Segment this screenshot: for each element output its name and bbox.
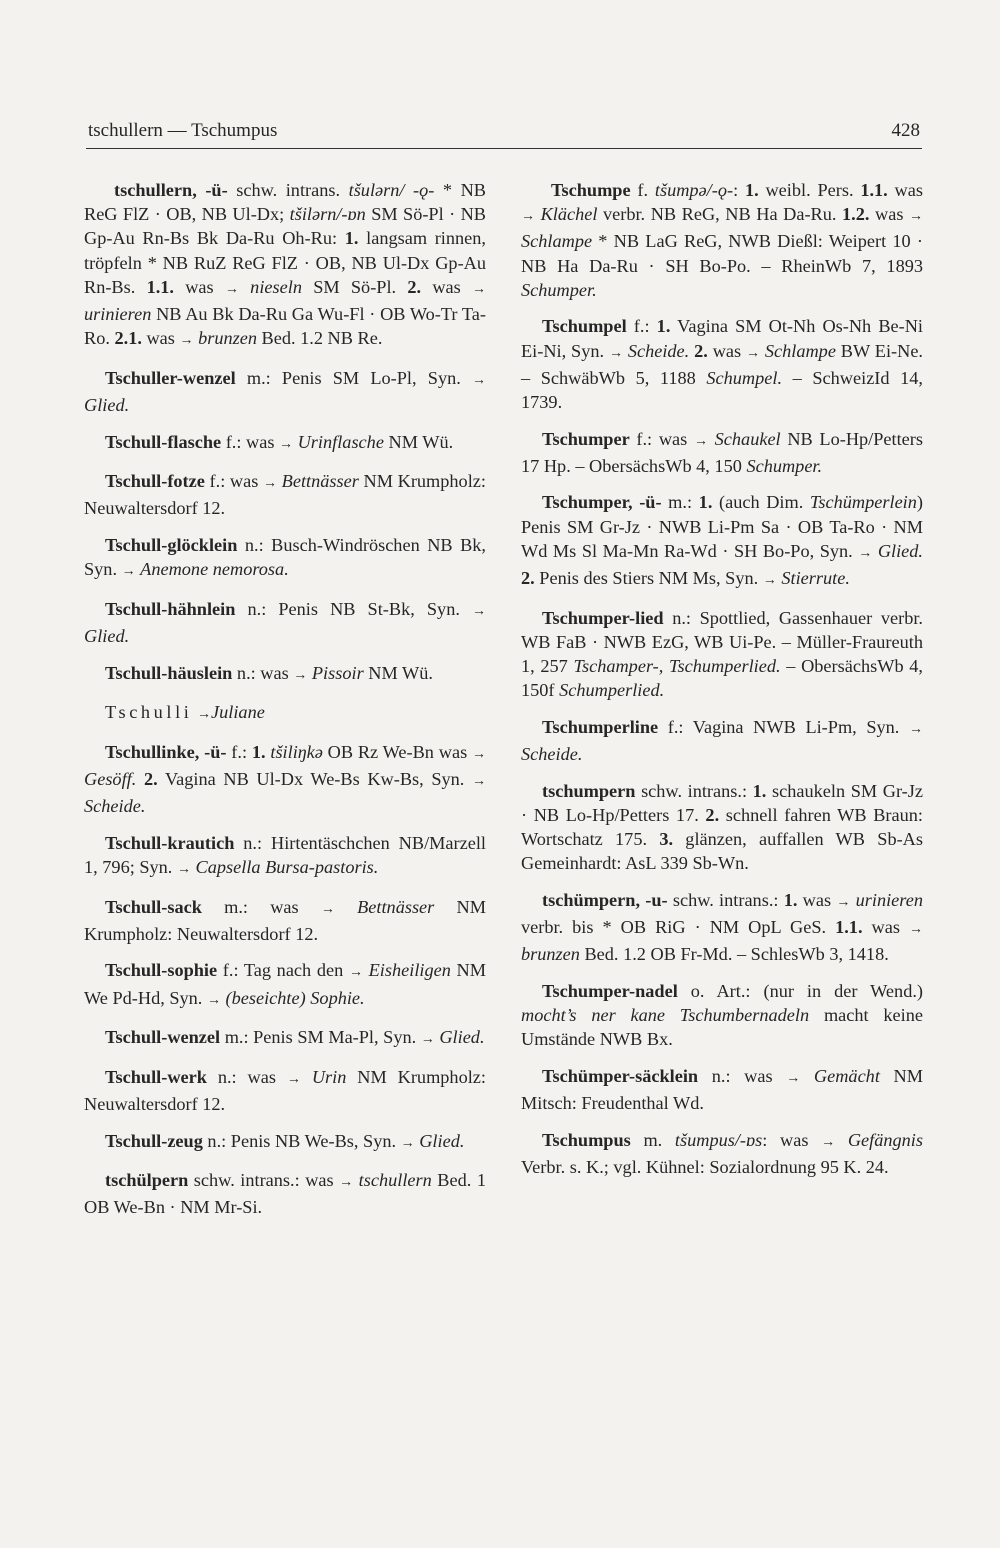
spaced-headword: Tschulli	[105, 702, 193, 723]
entry-text: was	[173, 276, 225, 297]
italic-text: Pissoir	[311, 662, 364, 683]
entry-text: Verbr. s. K.; vgl. Kühnel: Sozialordnung 95 K. 24.	[521, 1156, 889, 1177]
entry-text: m.:	[661, 492, 699, 513]
arrow-icon: →	[472, 281, 487, 297]
dictionary-entry	[521, 715, 923, 766]
entry-text: was	[707, 340, 746, 361]
entry-text: was	[887, 180, 923, 200]
italic-text: tšulərn/ -ǫ-	[348, 180, 435, 200]
entry-text: was	[141, 328, 180, 349]
headword: Tschull-häuslein	[105, 662, 233, 683]
italic-text: Tschamper-, Tschumperlied.	[573, 656, 781, 677]
entry-text: :	[733, 180, 745, 200]
headword: Tschumperline	[542, 716, 659, 737]
entry-text: (auch Dim.	[712, 492, 810, 513]
headword: Tschull-wenzel	[105, 1027, 221, 1048]
entry-text: NM Krumpholz: Neuwaltersdorf 12.	[84, 896, 486, 944]
headword: Tschull-werk	[105, 1066, 207, 1087]
entry-text: m.: Penis SM Lo-Pl, Syn.	[235, 367, 472, 388]
dictionary-entry	[84, 597, 486, 648]
entry-text	[136, 769, 144, 789]
italic-text: Schumperlied.	[559, 680, 665, 701]
headword: 1.1.	[835, 917, 863, 938]
italic-text: Schlampe	[521, 231, 593, 252]
headword: Tschull-fotze	[105, 471, 205, 492]
italic-text: brunzen	[198, 328, 257, 349]
arrow-icon: →	[197, 707, 212, 723]
italic-text: Gemächt	[813, 1065, 880, 1086]
entry-text	[301, 1067, 312, 1087]
entry-text: Bed. 1.2 NB Re.	[256, 328, 383, 349]
entry-text: m.: Penis SM Ma-Pl, Syn.	[220, 1027, 421, 1048]
italic-text: tšumpus/-ɒs	[674, 1129, 763, 1150]
header-rule	[86, 148, 922, 149]
entry-text: NM Wü.	[363, 662, 433, 683]
entry-text	[835, 1130, 848, 1150]
headword: Tschull-hähnlein	[105, 598, 236, 619]
entry-text: schw. intrans.	[227, 180, 349, 200]
entry-text: f.: was	[204, 471, 264, 492]
italic-text: tšumpə/-ǫ-	[654, 180, 734, 200]
dictionary-entry	[521, 1064, 923, 1115]
headword: 2.1.	[114, 328, 142, 349]
entry-text: f.: Vagina NWB Li-Pm, Syn.	[658, 716, 909, 737]
entry-text: was	[421, 276, 473, 297]
italic-text: Glied.	[877, 540, 923, 561]
italic-text: brunzen	[521, 944, 580, 965]
entry-text: m.	[630, 1129, 675, 1150]
arrow-icon: →	[521, 209, 535, 225]
italic-text: Anemone nemorosa.	[140, 559, 289, 580]
headword: 1.	[656, 316, 671, 337]
entry-text: was	[862, 917, 909, 938]
left-column	[84, 178, 486, 1232]
italic-text: nieseln	[250, 276, 302, 297]
entry-text: weibl. Pers.	[758, 180, 861, 200]
italic-text: Bettnässer	[281, 471, 359, 492]
entry-text: NM We Pd-Hd, Syn.	[84, 960, 487, 1008]
headword: Tschumpe	[551, 180, 631, 200]
italic-text: Juliane	[211, 702, 265, 723]
arrow-icon: →	[821, 1134, 836, 1150]
arrow-icon: →	[909, 922, 923, 938]
headword: Tschumpel	[542, 316, 627, 337]
entry-text: f.: was	[221, 431, 280, 452]
arrow-icon: →	[909, 721, 923, 737]
headword: Tschumper-nadel	[542, 980, 678, 1001]
headword: 2.	[521, 568, 535, 589]
entry-text: glänzen, auffallen WB Sb-As Gemeinhardt: AsL 339 Sb-Wn.	[521, 829, 923, 874]
italic-text: Tschümperlein	[809, 492, 917, 513]
dictionary-entry	[521, 490, 923, 593]
italic-text: urinieren	[84, 304, 152, 325]
entry-text: f.	[630, 180, 655, 200]
headword: Tschull-zeug	[105, 1130, 203, 1151]
entry-text: Bed. 1.2 OB Fr-Md. – SchlesWb 3, 1418.	[579, 944, 889, 965]
dictionary-entry	[84, 430, 486, 457]
dictionary-entry	[84, 1168, 486, 1219]
italic-text: Scheide.	[627, 340, 690, 361]
entry-text: f.: was	[629, 428, 694, 449]
entry-text: n.: was	[232, 662, 294, 683]
headword: 2.	[143, 768, 158, 789]
entry-text: n.: was	[206, 1066, 287, 1087]
entry-text: ) Penis SM Gr-Jz · NWB Li-Pm Sa · OB Ta-Ro · NM Wd Ms Sl Ma-Mn Ra-Wd · SH Bo-Po, Syn.	[521, 492, 923, 561]
entry-text: f.:	[226, 741, 252, 762]
italic-text: Capsella Bursa-pastoris.	[195, 856, 379, 877]
italic-text: Schumper.	[746, 455, 823, 476]
entry-text: NB Au Bk Da-Ru Ga Wu-Fl · OB Wo-Tr Ta-Ro.	[84, 304, 486, 349]
dictionary-entry	[84, 661, 486, 688]
entry-text	[335, 897, 357, 917]
italic-text: Kläche‍l	[540, 204, 598, 225]
dictionary-entry	[84, 831, 486, 882]
entry-text: n.: was	[698, 1065, 787, 1086]
italic-text: Glied.	[439, 1027, 485, 1048]
italic-text: Glied.	[419, 1130, 465, 1151]
headword: tschullern, -ü-	[114, 180, 228, 200]
arrow-icon: →	[836, 894, 851, 910]
headword: Tschull-flasche	[105, 431, 222, 452]
dictionary-entry	[84, 1025, 486, 1052]
running-head-title: tschullern — Tschumpus	[88, 120, 278, 141]
arrow-icon: →	[762, 573, 777, 589]
entry-text: SM Sö-Pl.	[301, 276, 408, 297]
dictionary-entry	[84, 700, 486, 727]
dictionary-entry	[84, 178, 486, 353]
italic-text: Schumper.	[521, 279, 597, 300]
headword: Tschuller-wenzel	[105, 367, 236, 388]
entry-text: NM Wü.	[383, 431, 454, 452]
italic-text: tschullern	[358, 1170, 432, 1191]
entry-text: langsam rinnen, tröpfeln * NB RuZ ReG FlZ · OB, NB Ul-Dx Gp-Au Rn-Bs.	[84, 228, 486, 297]
entry-text: OB Rz We-Bn was	[322, 741, 472, 762]
entry-text: schw. intrans.:	[635, 780, 753, 801]
headword: 1.	[752, 780, 767, 801]
entry-text: schw. intrans.:	[667, 889, 784, 910]
entry-text: NM Krumpholz: Neuwaltersdorf 12.	[84, 1066, 486, 1114]
dictionary-entry	[84, 958, 486, 1012]
entry-text: * NB LaG ReG, NWB Dießl: Weipert 10 · NB Ha Da-Ru · SH Bo-Po. – RheinWb 7, 1893	[521, 231, 923, 276]
entry-text: n.: Hirtentäschchen NB/Marzell 1, 796; Syn.	[84, 832, 486, 877]
italic-text: Gesöff.	[84, 768, 137, 789]
italic-text: Urin	[311, 1066, 347, 1087]
arrow-icon: →	[293, 667, 308, 683]
entry-text: n.: Spottlied, Gassenhauer verbr. WB FaB · NWB EzG, WB Ui-Pe. – Müller-Fraureuth 1, 257	[521, 607, 923, 677]
entry-text: n.: Penis NB St-Bk, Syn.	[235, 598, 472, 619]
arrow-icon: →	[745, 345, 760, 361]
headword: tschumpern	[542, 780, 636, 801]
arrow-icon: →	[286, 1071, 301, 1087]
headword: 1.	[344, 228, 359, 249]
arrow-icon: →	[608, 345, 623, 361]
entry-text: Bed. 1 OB We-Bn · NM Mr-Si.	[84, 1170, 486, 1218]
entry-text: f.:	[626, 316, 657, 337]
entry-text: was	[869, 204, 909, 225]
dictionary-entry	[84, 895, 486, 946]
entry-text: NM Mitsch: Freudenthal Wd.	[521, 1065, 924, 1114]
entry-text: : was	[762, 1129, 822, 1150]
arrow-icon: →	[420, 1032, 435, 1048]
entry-text: macht keine Umstände NWB Bx.	[521, 1005, 923, 1050]
italic-text: Schlampe	[764, 340, 836, 361]
dictionary-entry	[521, 178, 923, 302]
arrow-icon: →	[472, 746, 486, 762]
headword: Tschull-sack	[105, 896, 202, 917]
headword: 1.2.	[842, 204, 870, 225]
arrow-icon: →	[224, 281, 239, 297]
italic-text: (beseichte) Sophie.	[225, 987, 365, 1008]
entry-text: – ObersächsWb 4, 150f	[521, 656, 923, 701]
entry-text: NM Krumpholz: Neuwaltersdorf 12.	[84, 471, 486, 519]
italic-text: Eisheiligen	[368, 960, 451, 981]
dictionary-entry	[84, 740, 486, 819]
headword: Tschumper, -ü-	[542, 492, 662, 513]
arrow-icon: →	[206, 992, 221, 1008]
headword: 1.	[698, 492, 713, 513]
entry-text: Vagina NB Ul-Dx We-Bs Kw-Bs, Syn.	[157, 768, 472, 789]
italic-text: Scheide.	[84, 796, 146, 817]
arrow-icon: →	[348, 965, 363, 981]
entry-text: – SchweizId 14, 1739.	[521, 367, 923, 413]
entry-text: schnell fahren WB Braun: Wortschatz 175.	[521, 804, 923, 850]
arrow-icon: →	[339, 1175, 354, 1191]
arrow-icon: →	[179, 333, 194, 349]
entry-text: verbr. bis * OB RiG · NM OpL GeS.	[521, 917, 836, 938]
entry-text: was	[797, 889, 837, 910]
arrow-icon: →	[786, 1070, 801, 1086]
italic-text: Schumpel.	[706, 367, 783, 388]
headword: Tschumper-lied	[542, 607, 664, 628]
italic-text: mocht’s ner kane Tschumbernadeln	[521, 1005, 810, 1026]
right-column	[521, 178, 923, 1191]
italic-text: Glied.	[84, 626, 130, 646]
dictionary-entry	[84, 1065, 486, 1116]
italic-text: Urinflasche	[297, 431, 384, 452]
dictionary-entry	[84, 469, 486, 520]
headword: 2.	[694, 340, 708, 361]
dictionary-entry	[521, 314, 923, 414]
headword: Tschümper-säcklein	[542, 1065, 699, 1086]
italic-text: Gefängnis	[847, 1129, 923, 1150]
italic-text: Stierrute.	[781, 568, 850, 589]
italic-text: urinieren	[855, 889, 923, 910]
entry-text: BW Ei-Ne. – SchwäbWb 5, 1188	[521, 340, 923, 388]
italic-text: tšiliŋkə	[270, 741, 323, 762]
headword: Tschumpus	[542, 1129, 631, 1150]
arrow-icon: →	[320, 901, 335, 917]
arrow-icon: →	[176, 861, 191, 877]
entry-text	[800, 1066, 814, 1086]
headword: 1.	[251, 741, 266, 762]
headword: Tschullinke, -ü-	[105, 741, 227, 762]
headword: Tschull-glöcklein	[105, 535, 238, 555]
headword: 2.	[407, 276, 422, 297]
headword: 1.	[783, 889, 798, 910]
entry-text: * NB ReG FlZ · OB, NB Ul-Dx;	[84, 180, 486, 225]
dictionary-entry	[521, 606, 923, 703]
running-header	[82, 118, 922, 148]
dictionary-entry	[521, 427, 923, 478]
entry-text: verbr. NB ReG, NB Ha Da-Ru.	[597, 204, 843, 225]
italic-text: Glied.	[84, 395, 130, 416]
arrow-icon: →	[693, 433, 708, 449]
arrow-icon: →	[400, 1135, 415, 1151]
entry-text: SM Sö-Pl · NB Gp-Au Rn-Bs Bk Da-Ru Oh-Ru:	[84, 204, 486, 249]
headword: 2.	[705, 804, 720, 825]
entry-text: schw. intrans.: was	[188, 1170, 340, 1191]
dictionary-entry	[84, 1129, 486, 1156]
dictionary-entry	[84, 533, 486, 584]
headword: tschülpern	[105, 1170, 189, 1191]
headword: Tschull-sophie	[105, 960, 218, 981]
headword: 3.	[659, 829, 674, 850]
entry-text	[708, 429, 715, 449]
entry-text: Penis des Stiers NM Ms, Syn.	[534, 568, 763, 589]
arrow-icon: →	[472, 603, 486, 619]
italic-text: tšilərn/-ɒn	[289, 204, 366, 225]
dictionary-entry	[521, 888, 923, 967]
arrow-icon: →	[858, 545, 873, 561]
page-number: 428	[891, 120, 920, 141]
arrow-icon: →	[263, 476, 278, 492]
arrow-icon: →	[279, 436, 294, 452]
arrow-icon: →	[472, 372, 486, 388]
entry-text: m.: was	[201, 896, 321, 917]
italic-text: Bettnässer	[357, 896, 435, 917]
entry-text: o. Art.: (nur in der Wend.)	[677, 980, 923, 1001]
entry-text	[239, 277, 250, 297]
headword: 1.1.	[146, 276, 174, 297]
dictionary-entry	[84, 366, 486, 417]
entry-text: Vagina SM Ot-Nh Os-Nh Be-Ni Ei-Ni, Syn.	[521, 316, 924, 361]
italic-text: Scheide.	[521, 744, 583, 765]
headword: 1.	[744, 180, 759, 200]
headword: tschümpern, -u-	[542, 889, 668, 910]
entry-text: f.: Tag nach den	[217, 960, 349, 981]
headword: Tschumper	[542, 428, 630, 449]
entry-text: n.: Penis NB We-Bs, Syn.	[202, 1130, 401, 1151]
arrow-icon: →	[472, 773, 486, 789]
dictionary-entry	[521, 1128, 923, 1179]
dictionary-entry	[521, 979, 923, 1052]
arrow-icon: →	[909, 209, 923, 225]
entry-text: NB Lo-Hp/Petters 17 Hp. – ObersächsWb 4, 150	[521, 428, 923, 476]
dictionary-entry	[521, 779, 923, 876]
headword: 1.1.	[860, 180, 888, 200]
italic-text: Schaukel	[714, 428, 781, 449]
entry-text: n.: Busch-Windröschen NB Bk, Syn.	[84, 535, 486, 580]
headword: Tschull-krautich	[105, 832, 235, 853]
arrow-icon: →	[121, 564, 136, 580]
entry-text: schaukeln SM Gr-Jz · NB Lo-Hp/Petters 17.	[521, 780, 923, 825]
